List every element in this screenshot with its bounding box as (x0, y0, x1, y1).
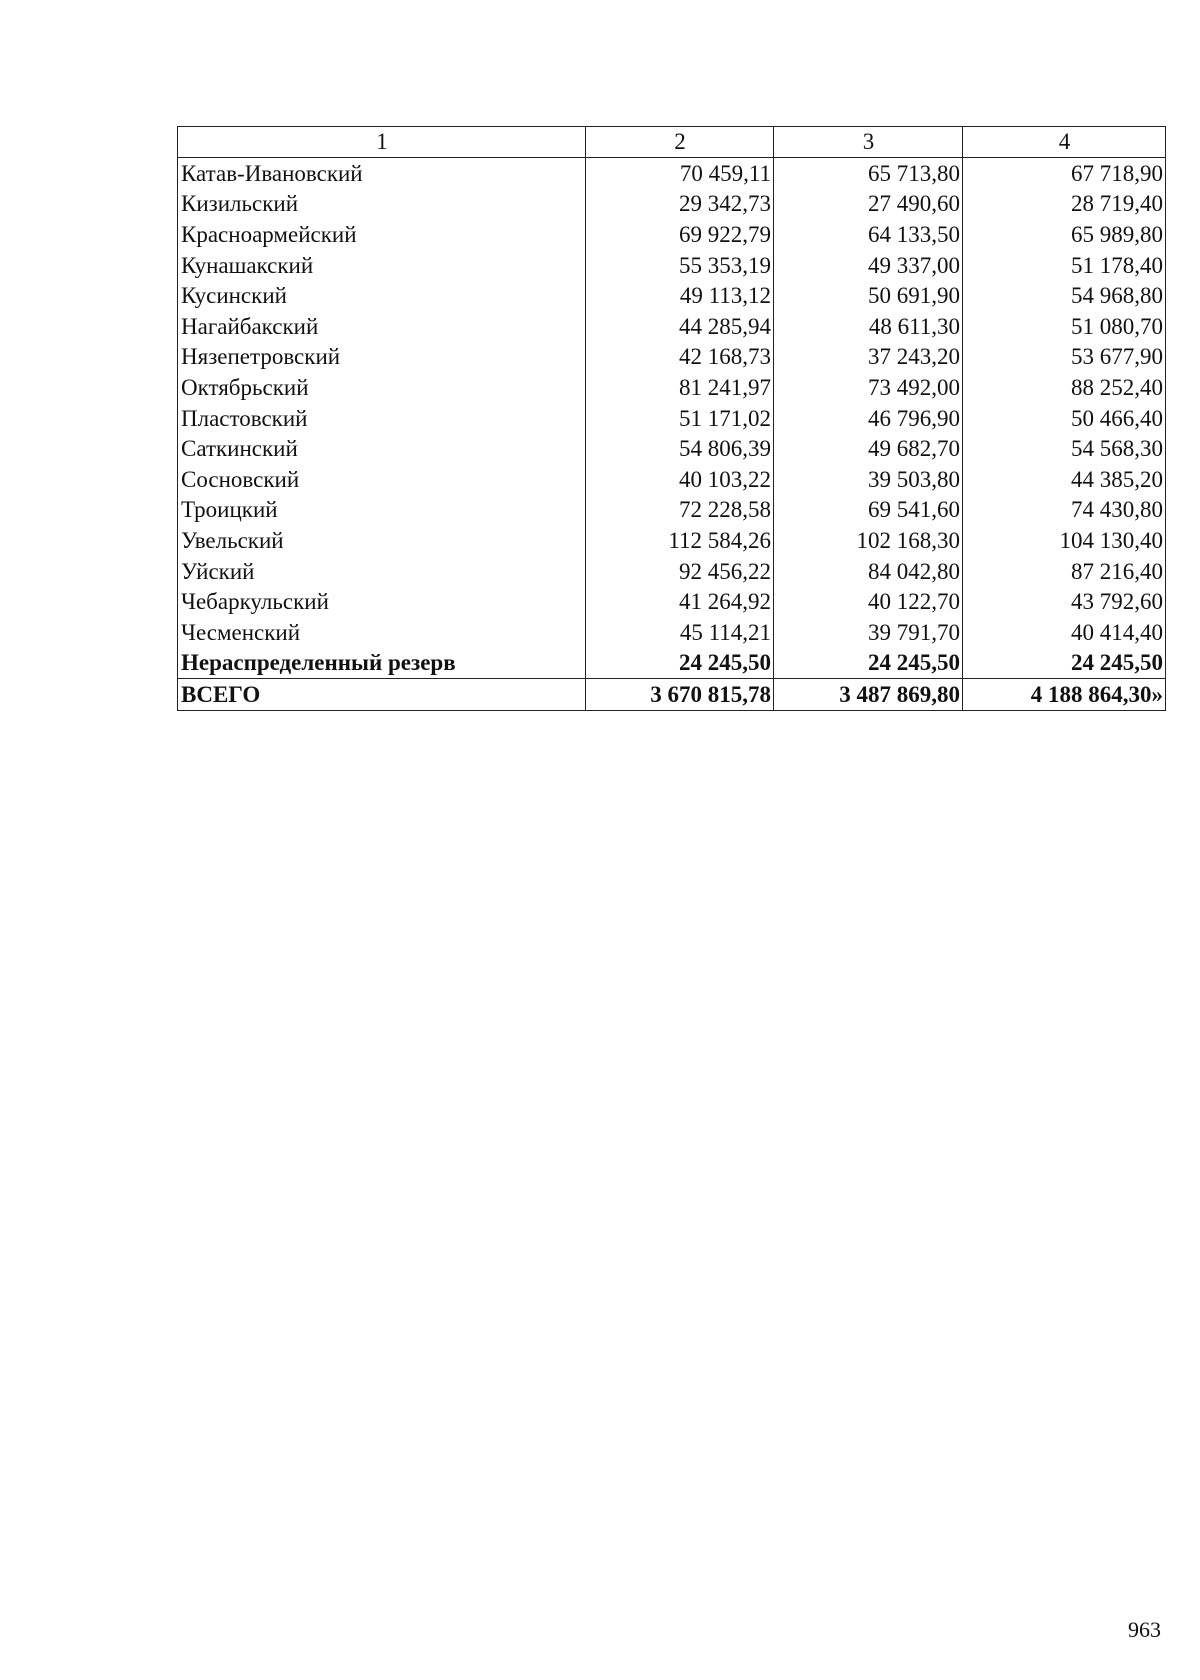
table-row (178, 556, 1166, 587)
value-col3: 64 133,50 (774, 219, 963, 250)
district-name: Пластовский (178, 403, 586, 434)
column-header-3: 3 (774, 127, 963, 158)
district-name: Кусинский (178, 280, 586, 311)
value-col2: 45 114,21 (586, 617, 774, 648)
value-col4: 44 385,20 (963, 464, 1166, 495)
value-col2: 72 228,58 (586, 495, 774, 526)
table-row (178, 311, 1166, 342)
value-col4: 54 568,30 (963, 433, 1166, 464)
value-col3: 48 611,30 (774, 311, 963, 342)
value-col4: 28 719,40 (963, 189, 1166, 220)
value-col2: 29 342,73 (586, 189, 774, 220)
reserve-row (178, 648, 1166, 679)
value-col2: 42 168,73 (586, 342, 774, 373)
value-col3: 84 042,80 (774, 556, 963, 587)
header-row (178, 127, 1166, 158)
value-col2: 81 241,97 (586, 372, 774, 403)
table-row (178, 189, 1166, 220)
reserve-value-col2: 24 245,50 (586, 648, 774, 679)
page-number: 963 (1128, 1617, 1161, 1642)
table-body (178, 158, 1166, 711)
reserve-value-col3: 24 245,50 (774, 648, 963, 679)
value-col2: 55 353,19 (586, 250, 774, 281)
value-col4: 51 080,70 (963, 311, 1166, 342)
column-header-2: 2 (586, 127, 774, 158)
value-col3: 65 713,80 (774, 158, 963, 189)
value-col4: 40 414,40 (963, 617, 1166, 648)
district-name: Красноармейский (178, 219, 586, 250)
district-name: Уйский (178, 556, 586, 587)
table-row (178, 403, 1166, 434)
district-name: Чесменский (178, 617, 586, 648)
table-row (178, 280, 1166, 311)
value-col4: 43 792,60 (963, 586, 1166, 617)
total-label: ВСЕГО (178, 679, 586, 711)
table-row (178, 586, 1166, 617)
column-header-1: 1 (178, 127, 586, 158)
value-col2: 70 459,11 (586, 158, 774, 189)
reserve-value-col4: 24 245,50 (963, 648, 1166, 679)
value-col2: 51 171,02 (586, 403, 774, 434)
value-col3: 37 243,20 (774, 342, 963, 373)
reserve-label: Нераспределенный резерв (178, 648, 586, 679)
value-col2: 41 264,92 (586, 586, 774, 617)
total-value-col2: 3 670 815,78 (586, 679, 774, 711)
value-col4: 54 968,80 (963, 280, 1166, 311)
value-col2: 40 103,22 (586, 464, 774, 495)
value-col2: 92 456,22 (586, 556, 774, 587)
table-header (178, 127, 1166, 158)
value-col3: 39 503,80 (774, 464, 963, 495)
district-name: Кизильский (178, 189, 586, 220)
table-row (178, 219, 1166, 250)
value-col2: 112 584,26 (586, 525, 774, 556)
value-col3: 50 691,90 (774, 280, 963, 311)
value-col3: 27 490,60 (774, 189, 963, 220)
value-col4: 88 252,40 (963, 372, 1166, 403)
total-value-col3: 3 487 869,80 (774, 679, 963, 711)
value-col3: 102 168,30 (774, 525, 963, 556)
value-col3: 73 492,00 (774, 372, 963, 403)
district-name: Катав-Ивановский (178, 158, 586, 189)
value-col3: 39 791,70 (774, 617, 963, 648)
value-col4: 104 130,40 (963, 525, 1166, 556)
value-col3: 40 122,70 (774, 586, 963, 617)
column-header-4: 4 (963, 127, 1166, 158)
district-name: Нагайбакский (178, 311, 586, 342)
district-name: Кунашакский (178, 250, 586, 281)
table-row (178, 250, 1166, 281)
total-row (178, 679, 1166, 711)
value-col2: 49 113,12 (586, 280, 774, 311)
district-name: Октябрьский (178, 372, 586, 403)
district-name: Увельский (178, 525, 586, 556)
value-col4: 74 430,80 (963, 495, 1166, 526)
value-col3: 69 541,60 (774, 495, 963, 526)
value-col4: 67 718,90 (963, 158, 1166, 189)
district-name: Сосновский (178, 464, 586, 495)
district-name: Нязепетровский (178, 342, 586, 373)
table-row (178, 342, 1166, 373)
table-row (178, 464, 1166, 495)
value-col3: 46 796,90 (774, 403, 963, 434)
value-col3: 49 682,70 (774, 433, 963, 464)
table-row (178, 372, 1166, 403)
table-row (178, 433, 1166, 464)
value-col2: 54 806,39 (586, 433, 774, 464)
table-row (178, 158, 1166, 189)
value-col4: 87 216,40 (963, 556, 1166, 587)
district-name: Троицкий (178, 495, 586, 526)
value-col4: 53 677,90 (963, 342, 1166, 373)
budget-table (177, 126, 1166, 711)
value-col3: 49 337,00 (774, 250, 963, 281)
district-name: Чебаркульский (178, 586, 586, 617)
value-col4: 50 466,40 (963, 403, 1166, 434)
table-row (178, 495, 1166, 526)
total-value-col4: 4 188 864,30» (963, 679, 1166, 711)
value-col4: 65 989,80 (963, 219, 1166, 250)
table-row (178, 525, 1166, 556)
district-name: Саткинский (178, 433, 586, 464)
value-col2: 44 285,94 (586, 311, 774, 342)
value-col4: 51 178,40 (963, 250, 1166, 281)
table-row (178, 617, 1166, 648)
value-col2: 69 922,79 (586, 219, 774, 250)
